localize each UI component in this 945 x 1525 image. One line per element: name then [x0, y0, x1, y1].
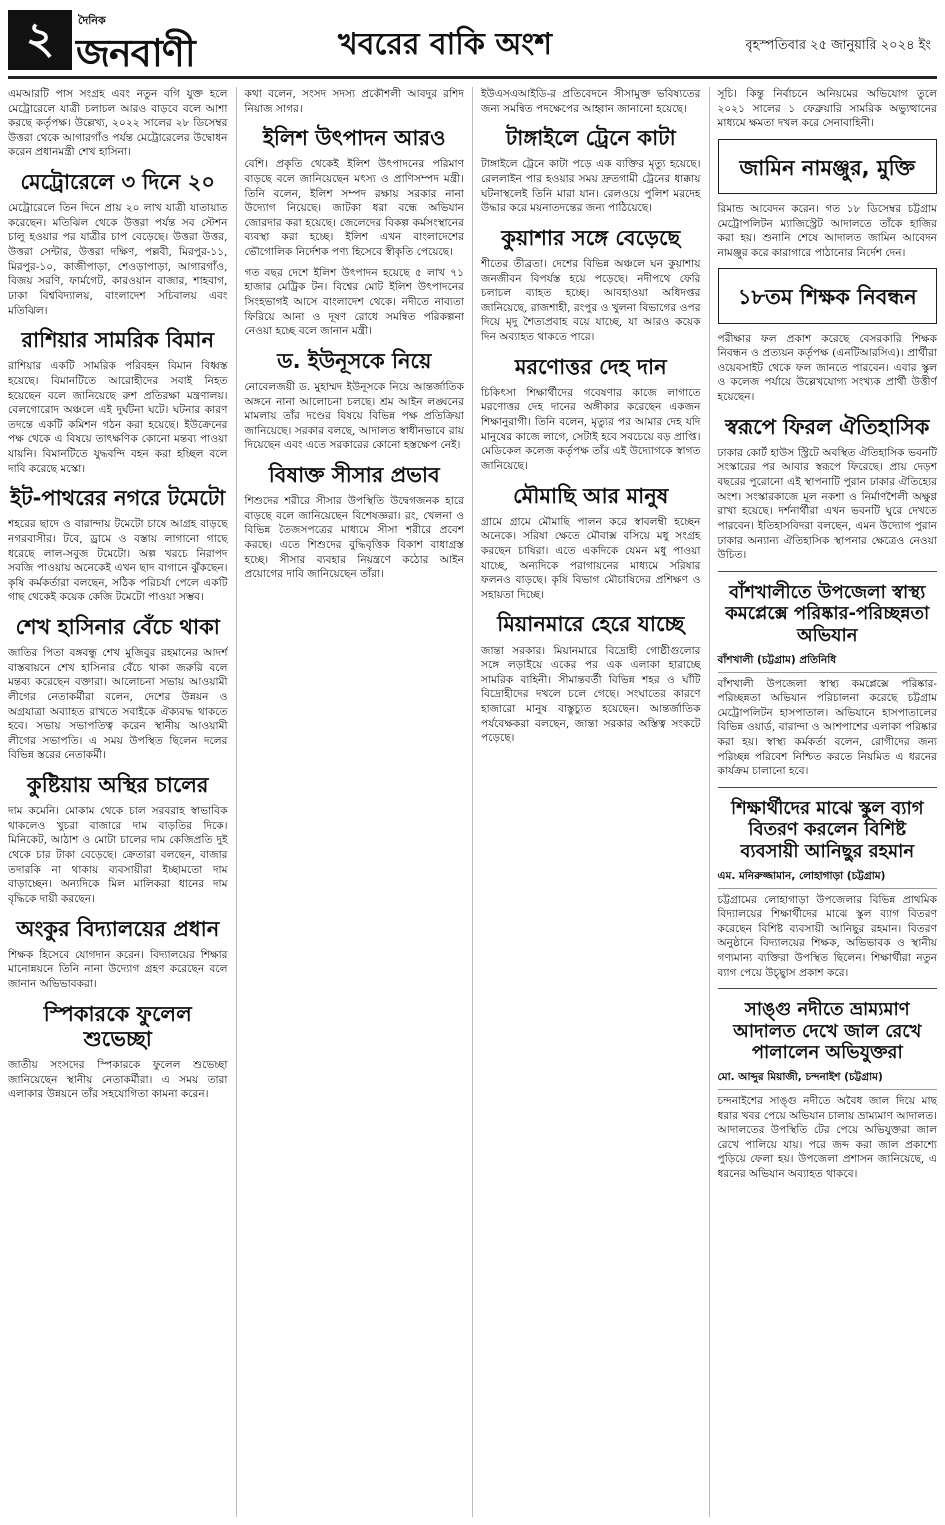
article-text: কথা বলেন, সংসদ সদস্য প্রকৌশলী আবদুর রশিদ নিয়াজ সাগর। — [244, 88, 464, 115]
issue-date: বৃহস্পতিবার ২৫ জানুয়ারি ২০২৪ ইং — [745, 38, 931, 53]
section-title: খবরের বাকি অংশ — [338, 27, 552, 62]
headline: রাশিয়ার সামরিক বিমান — [21, 328, 215, 353]
headline: মিয়ানমারে হেরে যাচ্ছে — [497, 612, 685, 637]
column-3 — [472, 87, 701, 1517]
article-text: টাঙ্গাইলে ট্রেনে কাটা পড়ে এক ব্যক্তির মৃত্যু হয়েছে। রেললাইন পার হওয়ার সময় দ্রুতগামী ট্রেনের ধাক্কায় ঘটনাস্থলেই তিনি মারা যান। রেলওয়ে পুলিশ মরদেহ উদ্ধার করে ময়নাতদন্তের জন্য পাঠিয়েছে। — [481, 158, 701, 215]
byline: মো. আব্দুর মিয়াজী, চন্দনাইশ (চট্টগ্রাম) — [718, 1070, 938, 1090]
article-box — [718, 139, 938, 194]
article-text: ইউএসএআইডি-র প্রতিবেদনে সীসামুক্ত ভবিষ্যতের জন্য সমন্বিত পদক্ষেপের আহ্বান জানানো হয়েছে। — [481, 88, 701, 115]
headline: ইট-পাথরের নগরে টমেটো — [10, 486, 226, 511]
article-text: চিকিৎসা শিক্ষার্থীদের গবেষণার কাজে লাগাতে মরণোত্তর দেহ দানের অঙ্গীকার করেছেন একজন শিক্ষানুরাগী। তিনি বলেন, মৃত্যুর পর আমার দেহ যদি মানুষের কাজে লাগে, সেটাই হবে সবচেয়ে বড় প্রাপ্তি। মেডিকেল কলেজ কর্তৃপক্ষ তাঁর এই উদ্যোগকে স্বাগত জানিয়েছে। — [481, 386, 701, 472]
byline: এম. মনিরুজ্জামান, লোহাগাড়া (চট্টগ্রাম) — [718, 869, 938, 889]
headline: স্পিকারকে ফুলেল শুভেচ্ছা — [43, 1001, 192, 1051]
headline: বিষাক্ত সীসার প্রভাব — [268, 462, 440, 487]
article-text: রাশিয়ার একটি সামরিক পরিবহন বিমান বিধ্বস্ত হয়েছে। বিমানটিতে আরোহীদের সবাই নিহত হয়েছেন বলে জানিয়েছে রুশ প্রতিরক্ষা মন্ত্রণালয়। বেলগোরোদ অঞ্চলে এই দুর্ঘটনা ঘটে। ঘটনার কারণ তদন্তে একটি কমিশন গঠন করা হয়েছে। ইউক্রেনের পক্ষ থেকে এ বিষয়ে তাৎক্ষণিক কোনো মন্তব্য পাওয়া যায়নি। বিমানটিতে যুদ্ধবন্দি বহন করা হচ্ছিল বলে দাবি করেছে মস্কো। — [8, 360, 228, 475]
article-text: জাতীয় সংসদের স্পিকারকে ফুলেল শুভেচ্ছা জানিয়েছেন স্থানীয় নেতাকর্মীরা। এ সময় তারা এলাকার উন্নয়নে তাঁর সহযোগিতা কামনা করেন। — [8, 1058, 228, 1101]
page-number: ২ — [8, 10, 72, 70]
article-text: বাঁশখালী উপজেলা স্বাস্থ্য কমপ্লেক্সে পরিষ্কার-পরিচ্ছন্নতা অভিযান পরিচালনা করেছে চট্টগ্রাম মেট্রোপলিটন হাসপাতাল। অভিযানে হাসপাতালের বিভিন্ন ওয়ার্ড, বারান্দা ও আশপাশের এলাকা পরিষ্কার করা হয়। স্বাস্থ্য কর্মকর্তা বলেন, রোগীদের জন্য পরিচ্ছন্ন পরিবেশ নিশ্চিত করতে নিয়মিত এ ধরনের কার্যক্রম চালানো হবে। — [717, 677, 937, 778]
article-text: বেশি। প্রকৃতি থেকেই ইলিশ উৎপাদনের পরিমাণ বাড়ছে বলে জানিয়েছেন মৎস্য ও প্রাণিসম্পদ মন্ত্রী। তিনি বলেন, ইলিশ সম্পদ রক্ষায় সরকার নানা উদ্যোগ নিয়েছে। জাটকা ধরা বন্ধে অভিযান জোরদার করা হয়েছে। জেলেদের বিকল্প কর্মসংস্থানের ব্যবস্থা করা হচ্ছে। ইলিশ এখন বাংলাদেশের ভৌগোলিক নির্দেশক পণ্য হিসেবে স্বীকৃতি পেয়েছে। — [244, 158, 464, 259]
divider — [718, 988, 938, 989]
headline: স্বরূপে ফিরল ঐতিহাসিক — [725, 414, 930, 439]
article-text: দাম কমেনি। মোকাম থেকে চাল সরবরাহ স্বাভাবিক থাকলেও খুচরা বাজারে দাম বাড়তির দিকে। মিনিকেট, আঠাশ ও মোটা চালের দাম কেজিপ্রতি দুই থেকে চার টাকা বেড়েছে। ক্রেতারা বলছেন, বাজার তদারকি না থাকায় ব্যবসায়ীরা ইচ্ছামতো দাম বাড়াচ্ছেন। অন্যদিকে মিল মালিকরা ধানের দাম বৃদ্ধিকে দায়ী করছেন। — [8, 805, 228, 905]
headline: ইলিশ উৎপাদন আরও — [262, 126, 446, 151]
columns — [8, 87, 937, 1517]
article-text: গত বছর দেশে ইলিশ উৎপাদন হয়েছে ৫ লাখ ৭১ হাজার মেট্রিক টন। বিশ্বের মোট ইলিশ উৎপাদনের সিংহভাগই আসে বাংলাদেশ থেকে। নদীতে নাব্যতা ফিরিয়ে আনা ও দূষণ রোধে সমন্বিত পরিকল্পনা নেওয়া হচ্ছে বলে জানান মন্ত্রী। — [244, 266, 464, 338]
headline: অংকুর বিদ্যালয়ের প্রধান — [16, 916, 220, 941]
article-text: জাতির পিতা বঙ্গবন্ধু শেখ মুজিবুর রহমানের আদর্শ বাস্তবায়নে শেখ হাসিনার বেঁচে থাকা জরুরি বলে মন্তব্য করেছেন বক্তারা। আলোচনা সভায় আওয়ামী লীগের নেতাকর্মীরা বলেন, দেশের উন্নয়ন ও অগ্রযাত্রা অব্যাহত রাখতে সবাইকে ঐক্যবদ্ধ থাকতে হবে। সভায় সভাপতিত্ব করেন স্থানীয় আওয়ামী লীগের সভাপতি। এ সময় উপস্থিত ছিলেন দলের বিভিন্ন স্তরের নেতাকর্মী। — [8, 647, 228, 762]
headline: শিক্ষার্থীদের মাঝে স্কুল ব্যাগ বিতরণ করলেন বিশিষ্ট ব্যবসায়ী আনিছুর রহমান — [730, 797, 924, 862]
article-text: এমআরটি পাস সংগ্রহ এবং নতুন বগি যুক্ত হলে মেট্রোরেলে যাত্রী চলাচল আরও বাড়বে বলে আশা করছে কর্তৃপক্ষ। উল্লেখ্য, ২০২২ সালের ২৮ ডিসেম্বর উত্তরা থেকে আগারগাঁও পর্যন্ত মেট্রোরেলের উদ্বোধন করেন প্রধানমন্ত্রী শেখ হাসিনা। — [8, 88, 228, 159]
headline: ড. ইউনূসকে নিয়ে — [277, 348, 432, 373]
article-text: পরীক্ষার ফল প্রকাশ করেছে বেসরকারি শিক্ষক নিবন্ধন ও প্রত্যয়ন কর্তৃপক্ষ (এনটিআরসিএ)। প্রার্থীরা ওয়েবসাইট থেকে ফল জানতে পারবেন। এবার স্কুল ও কলেজ পর্যায়ে উল্লেখযোগ্য সংখ্যক প্রার্থী উত্তীর্ণ হয়েছেন। — [717, 332, 937, 404]
column-2 — [236, 87, 465, 1517]
divider — [718, 571, 938, 572]
article-text: গ্রামে গ্রামে মৌমাছি পালন করে স্বাবলম্বী হচ্ছেন অনেকে। সরিষা ক্ষেতে মৌবাক্স বসিয়ে মধু সংগ্রহ করছেন চাষিরা। এতে একদিকে যেমন মধু পাওয়া যাচ্ছে, অন্যদিকে পরাগায়নের মাধ্যমে সরিষার ফলনও বাড়ছে। কৃষি বিভাগ মৌচাষিদের প্রশিক্ষণ ও সহায়তা দিচ্ছে। — [481, 515, 701, 601]
headline: মৌমাছি আর মানুষ — [513, 483, 669, 508]
byline: বাঁশখালী (চট্টগ্রাম) প্রতিনিধি — [718, 653, 938, 673]
column-4 — [709, 87, 938, 1517]
masthead — [8, 6, 937, 79]
headline: জামিন নামঞ্জুর, মুক্তি — [739, 155, 916, 180]
headline: মরণোত্তর দেহ দান — [514, 354, 667, 379]
headline: সাঙ্গু নদীতে ভ্রাম্যমাণ আদালত দেখে জাল রেখে পালালেন অভিযুক্তরা — [733, 999, 922, 1064]
column-1 — [8, 87, 228, 1517]
article-text: চন্দনাইশের সাঙ্গু নদীতে অবৈধ জাল দিয়ে মাছ ধরার খবর পেয়ে অভিযান চালায় ভ্রাম্যমাণ আদালত। আদালতের উপস্থিতি টের পেয়ে অভিযুক্তরা জাল রেখে পালিয়ে যায়। পরে জব্দ করা জাল প্রকাশ্যে পুড়িয়ে ফেলা হয়। উপজেলা প্রশাসন জানিয়েছে, এ ধরনের অভিযান অব্যাহত থাকবে। — [717, 1095, 937, 1181]
headline: বাঁশখালীতে উপজেলা স্বাস্থ্য কমপ্লেক্সে পরিষ্কার-পরিচ্ছন্নতা অভিযান — [725, 581, 930, 646]
article-text: জান্তা সরকার। মিয়ানমারে বিদ্রোহী গোষ্ঠীগুলোর সঙ্গে লড়াইয়ে একের পর এক এলাকা হারাচ্ছে সামরিক বাহিনী। সীমান্তবর্তী বিভিন্ন শহর ও ঘাঁটি বিদ্রোহীদের দখলে চলে গেছে। সংঘাতের কারণে হাজারো মানুষ বাস্তুচ্যুত হয়েছেন। আন্তর্জাতিক পর্যবেক্ষকরা বলছেন, জান্তা সরকার অস্তিত্ব সংকটে পড়েছে। — [481, 644, 701, 745]
headline: ১৮তম শিক্ষক নিবন্ধন — [737, 285, 917, 310]
divider — [718, 787, 938, 788]
paper-daily-label: দৈনিক — [78, 14, 106, 27]
article-text: নোবেলজয়ী ড. মুহাম্মদ ইউনূসকে নিয়ে আন্তর্জাতিক অঙ্গনে নানা আলোচনা চলছে। শ্রম আইন লঙ্ঘনের মামলায় তাঁর দণ্ডের বিষয়ে বিভিন্ন পক্ষ প্রতিক্রিয়া জানিয়েছে। সরকার বলছে, আদালত স্বাধীনভাবে রায় দিয়েছেন এবং এতে সরকারের কোনো হস্তক্ষেপ নেই। — [244, 380, 464, 452]
headline: কুষ্টিয়ায় অস্থির চালের — [27, 773, 209, 798]
article-text: শহরের ছাদে ও বারান্দায় টমেটো চাষে আগ্রহ বাড়ছে নগরবাসীর। টবে, ড্রামে ও বস্তায় লাগানো গাছে ধরেছে লাল-সবুজ টমেটো। অল্প খরচে নিরাপদ সবজি পাওয়ায় অনেকেই এখন ছাদ বাগানে ঝুঁকছেন। কৃষি কর্মকর্তারা বলছেন, সঠিক পরিচর্যা পেলে একটি গাছ থেকেই কয়েক কেজি টমেটো পাওয়া সম্ভব। — [8, 518, 228, 604]
headline: কুয়াশার সঙ্গে বেড়েছে — [501, 225, 681, 250]
headline: মেট্রোরেলে ৩ দিনে ২০ — [20, 170, 216, 195]
headline: শেখ হাসিনার বেঁচে থাকা — [15, 615, 220, 640]
article-box — [718, 268, 938, 323]
article-text: মেট্রোরেলে তিন দিনে প্রায় ২০ লাখ যাত্রী যাতায়াত করেছেন। মতিঝিল থেকে উত্তরা পর্যন্ত সব স্টেশন চালু হওয়ার পর যাত্রীর চাপ বেড়েছে। উত্তরা উত্তর, উত্তরা সেন্টার, উত্তরা দক্ষিণ, পল্লবী, মিরপুর-১১, মিরপুর-১০, কাজীপাড়া, শেওড়াপাড়া, আগারগাঁও, বিজয় সরণি, ফার্মগেট, কারওয়ান বাজার, শাহবাগ, ঢাকা বিশ্ববিদ্যালয়, বাংলাদেশ সচিবালয় এবং মতিঝিল। — [8, 202, 228, 317]
article-text: সূচি। কিন্তু নির্বাচনে অনিয়মের অভিযোগ তুলে ২০২১ সালের ১ ফেব্রুয়ারি সামরিক অভ্যুত্থানের মাধ্যমে ক্ষমতা দখল করে সেনাবাহিনী। — [717, 88, 937, 130]
article-text: ঢাকার কোর্ট হাউস স্ট্রিটে অবস্থিত ঐতিহাসিক ভবনটি সংস্কারের পর আবার স্বরূপে ফিরেছে। প্রায় দেড়শ বছরের পুরোনো এই স্থাপনাটি পুরান ঢাকার ঐতিহ্যের অংশ। সংস্কারকাজে মূল নকশা ও নির্মাণশৈলী অক্ষুণ্ণ রাখা হয়েছে। দর্শনার্থীরা এখন ভবনটি ঘুরে দেখতে পারবেন। ইতিহাসবিদরা বলছেন, এমন উদ্যোগ পুরান ঢাকার অন্যান্য ঐতিহাসিক স্থাপনার ক্ষেত্রেও নেওয়া উচিত। — [717, 446, 937, 562]
article-text: চট্টগ্রামের লোহাগাড়া উপজেলার বিভিন্ন প্রাথমিক বিদ্যালয়ের শিক্ষার্থীদের মাঝে স্কুল ব্যাগ বিতরণ করেছেন বিশিষ্ট ব্যবসায়ী আনিছুর রহমান। বিতরণ অনুষ্ঠানে বিদ্যালয়ের শিক্ষক, অভিভাবক ও স্থানীয় গণ্যমান্য ব্যক্তিরা উপস্থিত ছিলেন। শিক্ষার্থীরা নতুন ব্যাগ পেয়ে উচ্ছ্বাস প্রকাশ করে। — [717, 893, 937, 979]
article-text: শিক্ষক হিসেবে যোগদান করেন। বিদ্যালয়ের শিক্ষার মানোন্নয়নে তিনি নানা উদ্যোগ গ্রহণ করেছেন বলে জানান অভিভাবকরা। — [8, 948, 228, 990]
article-text: শীতের তীব্রতা। দেশের বিভিন্ন অঞ্চলে ঘন কুয়াশায় জনজীবন বিপর্যস্ত হয়ে পড়েছে। নদীপথে ফেরি চলাচল ব্যাহত হচ্ছে। আবহাওয়া অধিদপ্তর জানিয়েছে, রাজশাহী, রংপুর ও খুলনা বিভাগের ওপর দিয়ে মৃদু শৈত্যপ্রবাহ বয়ে যাচ্ছে, যা আরও কয়েক দিন অব্যাহত থাকতে পারে। — [481, 258, 701, 344]
article-text: রিমান্ড আবেদন করেন। গত ১৮ ডিসেম্বর চট্টগ্রাম মেট্রোপলিটন ম্যাজিস্ট্রেট আদালতে তাঁকে হাজির করা হয়। শুনানি শেষে আদালত জামিন আবেদন নামঞ্জুর করে কারাগারে পাঠানোর নির্দেশ দেন। — [717, 203, 937, 259]
headline: টাঙ্গাইলে ট্রেনে কাটা — [505, 126, 676, 151]
paper-logo: জনবাণী — [76, 31, 195, 75]
article-text: শিশুদের শরীরে সীসার উপস্থিতি উদ্বেগজনক হারে বাড়ছে বলে জানিয়েছেন বিশেষজ্ঞরা। রং, খেলনা ও বিভিন্ন তৈজসপত্রের মাধ্যমে সীসা শরীরে প্রবেশ করছে। এতে শিশুদের বুদ্ধিবৃত্তিক বিকাশ বাধাগ্রস্ত হচ্ছে। সীসার ব্যবহার নিয়ন্ত্রণে কঠোর আইন প্রয়োগের দাবি জানিয়েছেন তাঁরা। — [244, 495, 464, 581]
